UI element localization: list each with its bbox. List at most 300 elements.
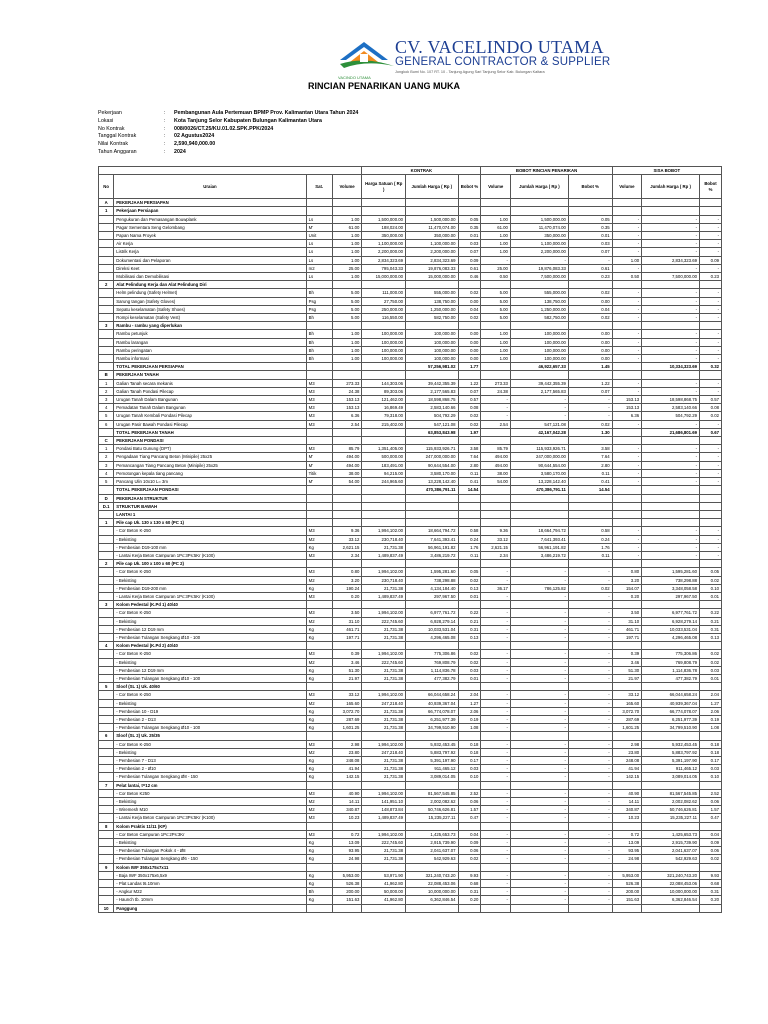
- cell-volume-2: 36.17: [481, 584, 511, 592]
- cell-harga-satuan: 350,000.00: [362, 232, 406, 240]
- cell-jumlah-harga: [406, 560, 458, 568]
- cell-volume: [332, 363, 362, 371]
- cell-jumlah-harga-2: 39,442,355.39: [510, 379, 568, 387]
- cell-no: [99, 748, 114, 756]
- cell-volume: [332, 486, 362, 494]
- cell-jumlah-harga-2: 786,125.82: [510, 584, 568, 592]
- cell-volume-3: 41.94: [612, 765, 642, 773]
- info-row: [98, 133, 358, 141]
- cell-bobot: [458, 560, 481, 568]
- table-row: [99, 724, 722, 732]
- cell-sat: M3: [306, 830, 332, 838]
- cell-uraian: - Bekisting: [114, 839, 306, 847]
- cell-uraian: Papan Nama Proyek: [114, 232, 306, 240]
- cell-volume-3: [612, 363, 642, 371]
- cell-bobot-3: -: [700, 469, 722, 477]
- info-label: Pekerjaan: [98, 110, 122, 116]
- header-uraian: Uraian: [114, 175, 306, 199]
- cell-volume-2: 0.50: [481, 273, 511, 281]
- cell-no: 3: [99, 601, 114, 609]
- cell-jumlah-harga: 57,256,981.02: [406, 363, 458, 371]
- cell-volume-3: -: [612, 346, 642, 354]
- table-total-row: [99, 428, 722, 436]
- table-row: [99, 674, 722, 682]
- table-section-row: [99, 683, 722, 691]
- cell-harga-satuan: 144,303.06: [362, 379, 406, 387]
- table-row: [99, 871, 722, 879]
- cell-jumlah-harga: 1,500,000.00: [406, 215, 458, 223]
- cell-jumlah-harga: 100,000.00: [406, 330, 458, 338]
- cell-volume-2: 2.54: [481, 420, 511, 428]
- table-row: [99, 273, 722, 281]
- cell-harga-satuan: 41,962.80: [362, 880, 406, 888]
- cell-jumlah-harga-2: -: [510, 404, 568, 412]
- cell-bobot-2: -: [568, 748, 612, 756]
- cell-bobot-2: -: [568, 871, 612, 879]
- table-row: [99, 666, 722, 674]
- cell-uraian: - Pembesian 7 - D13: [114, 757, 306, 765]
- cell-harga-satuan: 21,731.38: [362, 724, 406, 732]
- cell-uraian: Urugan Tanah Dalam Bangunan: [114, 396, 306, 404]
- cell-no: 10: [99, 904, 114, 912]
- cell-bobot-3: 0.04: [700, 830, 722, 838]
- cell-uraian: - Cor Beton K-250: [114, 691, 306, 699]
- cell-bobot-2: [568, 904, 612, 912]
- cell-jumlah-harga-2: -: [510, 412, 568, 420]
- cell-jumlah-harga-3: [642, 494, 700, 502]
- cell-no: [99, 814, 114, 822]
- cell-harga-satuan: [362, 683, 406, 691]
- cell-harga-satuan: 21,731.38: [362, 584, 406, 592]
- cell-bobot: 0.18: [458, 740, 481, 748]
- cell-jumlah-harga-3: -: [642, 387, 700, 395]
- cell-volume: 1,601.25: [332, 724, 362, 732]
- cell-no: [99, 297, 114, 305]
- table-section-row: [99, 510, 722, 518]
- cell-bobot-3: 1.08: [700, 724, 722, 732]
- table-section-row: [99, 502, 722, 510]
- info-colon: :: [164, 110, 166, 116]
- cell-bobot: 0.11: [458, 551, 481, 559]
- rincian-table: [98, 166, 722, 913]
- cell-no: [99, 650, 114, 658]
- cell-volume-2: [481, 281, 511, 289]
- cell-uraian: Sloof (SL 2) Uk. 25/35: [114, 732, 306, 740]
- cell-volume-3: [612, 322, 642, 330]
- cell-harga-satuan: [362, 207, 406, 215]
- cell-jumlah-harga-3: [642, 437, 700, 445]
- cell-jumlah-harga-3: -: [642, 478, 700, 486]
- cell-bobot-3: [700, 601, 722, 609]
- cell-jumlah-harga: 5,391,197.90: [406, 757, 458, 765]
- cell-harga-satuan: 1,994,102.00: [362, 789, 406, 797]
- cell-bobot-2: -: [568, 765, 612, 773]
- cell-no: [99, 806, 114, 814]
- cell-bobot-2: -: [568, 707, 612, 715]
- cell-volume-3: 33.12: [612, 691, 642, 699]
- cell-harga-satuan: 53,971.90: [362, 871, 406, 879]
- cell-harga-satuan: 1,994,102.00: [362, 830, 406, 838]
- cell-bobot-3: [700, 371, 722, 379]
- cell-no: [99, 625, 114, 633]
- cell-sat: Kg: [306, 839, 332, 847]
- table-row: [99, 896, 722, 904]
- cell-bobot-3: [700, 642, 722, 650]
- cell-no: [99, 740, 114, 748]
- cell-harga-satuan: 188,024.00: [362, 223, 406, 231]
- cell-jumlah-harga-2: -: [510, 789, 568, 797]
- cell-bobot-2: 0.00: [568, 338, 612, 346]
- cell-no: [99, 535, 114, 543]
- cell-no: A: [99, 199, 114, 207]
- cell-jumlah-harga: 4,296,465.08: [406, 633, 458, 641]
- info-colon: :: [164, 117, 166, 124]
- cell-no: 2: [99, 560, 114, 568]
- cell-bobot-2: 1.22: [568, 379, 612, 387]
- cell-volume-3: 2.98: [612, 740, 642, 748]
- cell-jumlah-harga-2: -: [510, 847, 568, 855]
- table-row: [99, 617, 722, 625]
- cell-no: [99, 355, 114, 363]
- header-volume: Volume: [332, 175, 362, 199]
- cell-uraian: - Plat Landas t6.10mm: [114, 880, 306, 888]
- cell-sat: M3: [306, 740, 332, 748]
- table-row: [99, 633, 722, 641]
- cell-no: [99, 551, 114, 559]
- cell-sat: Titik: [306, 469, 332, 477]
- table-row: [99, 757, 722, 765]
- cell-sat: M2: [306, 535, 332, 543]
- cell-volume-3: -: [612, 535, 642, 543]
- cell-sat: Psg: [306, 297, 332, 305]
- info-label: Tahun Anggaran: [98, 148, 137, 155]
- cell-jumlah-harga-3: 66,774,078.07: [642, 707, 700, 715]
- cell-bobot: 0.02: [458, 289, 481, 297]
- cell-volume-3: 461.71: [612, 625, 642, 633]
- cell-bobot-3: -: [700, 264, 722, 272]
- cell-volume-3: [612, 428, 642, 436]
- cell-uraian: Alat Pelindung Kerja dan Alat Pelindung Diri: [114, 281, 306, 289]
- cell-sat: M3: [306, 691, 332, 699]
- cell-bobot-3: -: [700, 551, 722, 559]
- cell-volume: 3,072.70: [332, 707, 362, 715]
- cell-bobot-3: -: [700, 543, 722, 551]
- cell-no: [99, 830, 114, 838]
- cell-bobot: [458, 199, 481, 207]
- cell-volume: 0.20: [332, 592, 362, 600]
- cell-uraian: - Cor Beton K-250: [114, 568, 306, 576]
- cell-volume: [332, 371, 362, 379]
- cell-bobot-2: -: [568, 666, 612, 674]
- table-row: [99, 650, 722, 658]
- cell-bobot-3: 0.17: [700, 757, 722, 765]
- cell-volume-2: 494.00: [481, 461, 511, 469]
- cell-bobot-2: -: [568, 798, 612, 806]
- cell-harga-satuan: 27,750.00: [362, 297, 406, 305]
- cell-bobot-3: -: [700, 314, 722, 322]
- cell-sat: Kg: [306, 871, 332, 879]
- cell-volume-3: 197.71: [612, 633, 642, 641]
- cell-bobot: [458, 863, 481, 871]
- cell-sat: [306, 560, 332, 568]
- cell-bobot: 2.52: [458, 789, 481, 797]
- cell-volume-3: 24.98: [612, 855, 642, 863]
- cell-no: 6: [99, 732, 114, 740]
- cell-jumlah-harga-3: 22,088,453.06: [642, 880, 700, 888]
- cell-bobot: 0.31: [458, 625, 481, 633]
- cell-jumlah-harga-2: -: [510, 625, 568, 633]
- table-row: [99, 478, 722, 486]
- cell-harga-satuan: 1,351,405.00: [362, 445, 406, 453]
- header-harga-satuan: Harga Satuan ( Rp ): [362, 175, 406, 199]
- cell-bobot-3: 0.18: [700, 748, 722, 756]
- cell-volume-2: -: [481, 888, 511, 896]
- cell-bobot-2: 0.04: [568, 305, 612, 313]
- cell-harga-satuan: 247,218.40: [362, 748, 406, 756]
- table-section-row: [99, 642, 722, 650]
- table-row: [99, 855, 722, 863]
- cell-jumlah-harga: 100,000.00: [406, 346, 458, 354]
- table-section-row: [99, 822, 722, 830]
- cell-sat: [306, 601, 332, 609]
- cell-harga-satuan: 41,962.80: [362, 896, 406, 904]
- cell-jumlah-harga: [406, 732, 458, 740]
- cell-bobot-3: -: [700, 248, 722, 256]
- cell-volume: [332, 322, 362, 330]
- cell-bobot: 0.00: [458, 338, 481, 346]
- cell-uraian: Galian Tanah Pondasi Pilecap: [114, 387, 306, 395]
- cell-jumlah-harga: 50,746,626.81: [406, 806, 458, 814]
- table-row: [99, 576, 722, 584]
- cell-bobot-2: -: [568, 658, 612, 666]
- cell-bobot-2: 0.00: [568, 355, 612, 363]
- cell-volume-3: 51.30: [612, 666, 642, 674]
- cell-volume-2: -: [481, 609, 511, 617]
- info-colon: :: [164, 141, 166, 148]
- cell-bobot-2: -: [568, 806, 612, 814]
- cell-jumlah-harga-3: [642, 486, 700, 494]
- cell-volume: 2.34: [332, 551, 362, 559]
- cell-jumlah-harga-2: -: [510, 674, 568, 682]
- cell-uraian: STRUKTUR BAWAH: [114, 502, 306, 510]
- cell-bobot-2: -: [568, 896, 612, 904]
- cell-jumlah-harga-3: 1,425,653.73: [642, 830, 700, 838]
- cell-bobot-3: -: [700, 297, 722, 305]
- cell-sat: Kg: [306, 724, 332, 732]
- table-row: [99, 248, 722, 256]
- cell-volume-2: -: [481, 740, 511, 748]
- table-row: [99, 264, 722, 272]
- cell-jumlah-harga: 542,929.63: [406, 855, 458, 863]
- cell-jumlah-harga: 138,750.00: [406, 297, 458, 305]
- cell-uraian: - Cor Beton Campuran 1Pc:2Ps:3Kr: [114, 830, 306, 838]
- cell-harga-satuan: 230,718.40: [362, 535, 406, 543]
- table-section-row: [99, 281, 722, 289]
- cell-bobot-3: -: [700, 453, 722, 461]
- cell-jumlah-harga-3: 3,348,058.58: [642, 584, 700, 592]
- cell-bobot-2: -: [568, 888, 612, 896]
- table-row: [99, 232, 722, 240]
- cell-harga-satuan: 100,000.00: [362, 330, 406, 338]
- cell-no: [99, 527, 114, 535]
- cell-volume: [332, 502, 362, 510]
- cell-no: [99, 617, 114, 625]
- cell-jumlah-harga: 247,000,000.00: [406, 453, 458, 461]
- cell-volume-2: -: [481, 691, 511, 699]
- cell-volume-3: 154.07: [612, 584, 642, 592]
- cell-volume-2: -: [481, 592, 511, 600]
- cell-jumlah-harga: 10,000,000.00: [406, 888, 458, 896]
- cell-bobot: 0.20: [458, 896, 481, 904]
- cell-volume: 3.50: [332, 609, 362, 617]
- cell-volume-2: 5.00: [481, 305, 511, 313]
- cell-harga-satuan: 222,745.60: [362, 658, 406, 666]
- cell-uraian: Pancang Ulin 10x10 L= 3m: [114, 478, 306, 486]
- cell-sat: [306, 732, 332, 740]
- cell-volume-3: [612, 781, 642, 789]
- cell-volume-2: -: [481, 806, 511, 814]
- cell-bobot-2: -: [568, 699, 612, 707]
- cell-harga-satuan: 16,869.49: [362, 404, 406, 412]
- cell-bobot-2: 0.24: [568, 535, 612, 543]
- cell-harga-satuan: 247,218.40: [362, 699, 406, 707]
- cell-jumlah-harga: [406, 510, 458, 518]
- cell-jumlah-harga: [406, 371, 458, 379]
- cell-volume-2: -: [481, 412, 511, 420]
- cell-volume: 1.00: [332, 273, 362, 281]
- cell-harga-satuan: [362, 486, 406, 494]
- cell-harga-satuan: [362, 494, 406, 502]
- cell-volume: 3.20: [332, 576, 362, 584]
- cell-bobot-3: 9.93: [700, 871, 722, 879]
- cell-volume: 24.98: [332, 855, 362, 863]
- cell-volume-3: 31.10: [612, 617, 642, 625]
- cell-sat: M2: [306, 699, 332, 707]
- cell-volume: 40.90: [332, 789, 362, 797]
- cell-bobot: 0.21: [458, 617, 481, 625]
- cell-bobot-2: -: [568, 814, 612, 822]
- cell-bobot: 0.02: [458, 420, 481, 428]
- cell-volume: 21.97: [332, 674, 362, 682]
- cell-jumlah-harga-3: 5,883,797.92: [642, 748, 700, 756]
- cell-jumlah-harga: 18,598,868.75: [406, 396, 458, 404]
- cell-jumlah-harga-3: 6,362,846.54: [642, 896, 700, 904]
- cell-jumlah-harga: [406, 642, 458, 650]
- cell-volume-3: [612, 207, 642, 215]
- cell-bobot: 0.61: [458, 264, 481, 272]
- cell-jumlah-harga: 2,834,323.69: [406, 256, 458, 264]
- cell-harga-satuan: [362, 781, 406, 789]
- cell-jumlah-harga-2: [510, 322, 568, 330]
- cell-volume: 526.38: [332, 880, 362, 888]
- cell-uraian: Rambu - rambu yang diperlukan: [114, 322, 306, 330]
- cell-bobot: 0.04: [458, 830, 481, 838]
- cell-jumlah-harga-2: 7,500,000.00: [510, 273, 568, 281]
- table-section-row: [99, 560, 722, 568]
- cell-bobot-2: 1.76: [568, 543, 612, 551]
- cell-volume: 494.00: [332, 453, 362, 461]
- cell-bobot: 9.93: [458, 871, 481, 879]
- table-row: [99, 527, 722, 535]
- cell-jumlah-harga-3: 18,598,868.75: [642, 396, 700, 404]
- cell-bobot: 0.19: [458, 715, 481, 723]
- cell-uraian: Pemancangan Tiang Pancang Beton (Minipile) 25x25: [114, 461, 306, 469]
- cell-bobot: 0.02: [458, 855, 481, 863]
- cell-uraian: Mobilisasi dan Demobilisasi: [114, 273, 306, 281]
- cell-jumlah-harga-2: 2,200,000.00: [510, 248, 568, 256]
- cell-jumlah-harga: 90,644,554.00: [406, 461, 458, 469]
- cell-uraian: TOTAL PEKERJAAN PERSIAPAN: [114, 363, 306, 371]
- cell-sat: [306, 428, 332, 436]
- cell-jumlah-harga-2: 56,961,191.82: [510, 543, 568, 551]
- cell-sat: M': [306, 223, 332, 231]
- cell-jumlah-harga-2: -: [510, 757, 568, 765]
- cell-harga-satuan: 2,834,323.69: [362, 256, 406, 264]
- cell-volume: [332, 683, 362, 691]
- table-row: [99, 297, 722, 305]
- cell-volume-2: [481, 428, 511, 436]
- cell-jumlah-harga-3: -: [642, 453, 700, 461]
- cell-jumlah-harga-2: [510, 494, 568, 502]
- cell-uraian: Air Kerja: [114, 240, 306, 248]
- cell-bobot: 0.57: [458, 396, 481, 404]
- cell-volume-3: -: [612, 240, 642, 248]
- info-label: Tanggal Kontrak: [98, 133, 137, 140]
- cell-harga-satuan: [362, 822, 406, 830]
- cell-bobot: [458, 732, 481, 740]
- table-row: [99, 773, 722, 781]
- cell-no: [99, 215, 114, 223]
- cell-volume-2: 5.00: [481, 297, 511, 305]
- cell-volume: 13.09: [332, 839, 362, 847]
- cell-no: 5: [99, 478, 114, 486]
- cell-no: 5: [99, 683, 114, 691]
- cell-bobot-2: [568, 642, 612, 650]
- cell-volume: [332, 428, 362, 436]
- table-row: [99, 715, 722, 723]
- cell-volume: 38.00: [332, 469, 362, 477]
- cell-volume-3: 287.69: [612, 715, 642, 723]
- cell-no: [99, 314, 114, 322]
- cell-volume: 61.00: [332, 223, 362, 231]
- cell-sat: Kg: [306, 584, 332, 592]
- cell-volume-3: [612, 904, 642, 912]
- cell-jumlah-harga-2: [510, 601, 568, 609]
- company-block: [395, 38, 610, 75]
- cell-volume-2: -: [481, 871, 511, 879]
- cell-bobot-2: 0.00: [568, 297, 612, 305]
- cell-jumlah-harga-3: -: [642, 240, 700, 248]
- cell-bobot-3: 2.06: [700, 707, 722, 715]
- cell-volume-2: -: [481, 666, 511, 674]
- cell-bobot: 0.02: [458, 576, 481, 584]
- cell-jumlah-harga: 56,961,191.82: [406, 543, 458, 551]
- cell-jumlah-harga: 18,664,794.72: [406, 527, 458, 535]
- cell-volume: [332, 904, 362, 912]
- cell-bobot: [458, 601, 481, 609]
- cell-uraian: Urugan Pasir Bawah Pondasi Pilecap: [114, 420, 306, 428]
- cell-volume-3: -: [612, 551, 642, 559]
- cell-bobot-3: -: [700, 240, 722, 248]
- cell-volume-3: [612, 519, 642, 527]
- cell-jumlah-harga-2: 3,486,219.72: [510, 551, 568, 559]
- cell-bobot-3: [700, 199, 722, 207]
- cell-jumlah-harga-3: [642, 502, 700, 510]
- cell-uraian: Pile cap Uk. 100 x 100 x 60 (PC 2): [114, 560, 306, 568]
- cell-bobot: [458, 437, 481, 445]
- cell-jumlah-harga-3: 775,306.86: [642, 650, 700, 658]
- cell-bobot-2: 0.11: [568, 469, 612, 477]
